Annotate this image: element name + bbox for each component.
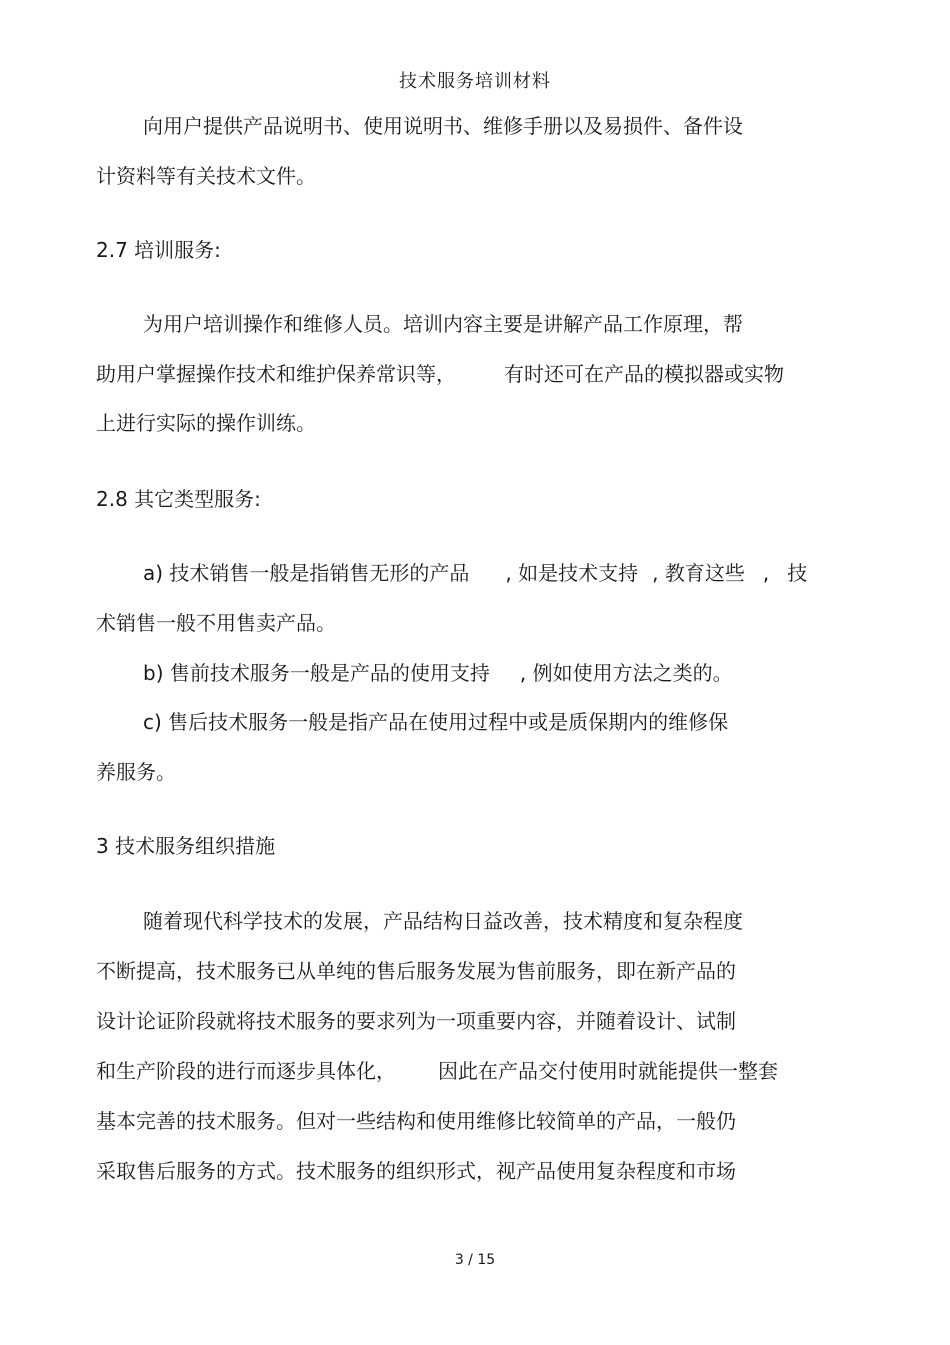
paragraph-line: 基本完善的技术服务。但对一些结构和使用维修比较简单的产品，一般仍 (96, 1109, 736, 1133)
text-segment: 技 (787, 561, 808, 585)
paragraph-line: 不断提高，技术服务已从单纯的售后服务发展为售前服务，即在新产品的 (96, 959, 736, 983)
paragraph-line: 采取售后服务的方式。技术服务的组织形式，视产品使用复杂程度和市场 (96, 1159, 736, 1183)
text-segment: 助用户掌握操作技术和维护保养常识等， (96, 362, 456, 386)
paragraph-line: 计资料等有关技术文件。 (96, 164, 316, 188)
text-segment: , 教育这些 (652, 561, 745, 585)
text-segment: 有时还可在产品的模拟器或实物 (504, 362, 784, 386)
text-segment: , (762, 561, 770, 585)
paragraph-line: 为用户培训操作和维修人员。培训内容主要是讲解产品工作原理，帮 (143, 312, 743, 336)
page-number: 3 / 15 (454, 1252, 496, 1268)
section-heading-3: 3 技术服务组织措施 (96, 834, 276, 858)
paragraph-line (96, 1058, 778, 1084)
paragraph-line: 上进行实际的操作训练。 (96, 411, 316, 435)
text-segment: b) 售前技术服务一般是产品的使用支持 (143, 661, 490, 685)
running-header-title: 技术服务培训材料 (399, 71, 551, 92)
list-item-a-line (143, 560, 807, 586)
list-item-a-line: 术销售一般不用售卖产品。 (96, 611, 336, 635)
section-heading-2-8: 2.8 其它类型服务: (96, 487, 261, 511)
list-item-b-line (143, 660, 733, 686)
section-heading-2-7: 2.7 培训服务: (96, 238, 221, 262)
list-item-c-line: c) 售后技术服务一般是指产品在使用过程中或是质保期内的维修保 (143, 710, 729, 734)
text-segment: , 例如使用方法之类的。 (519, 661, 733, 685)
text-segment: a) 技术销售一般是指销售无形的产品 (143, 561, 470, 585)
list-item-c-line: 养服务。 (96, 760, 176, 784)
text-segment: 因此在产品交付使用时就能提供一整套 (438, 1059, 778, 1083)
paragraph-line: 设计论证阶段就将技术服务的要求列为一项重要内容，并随着设计、试制 (96, 1009, 736, 1033)
paragraph-line: 向用户提供产品说明书、使用说明书、维修手册以及易损件、备件设 (143, 114, 743, 138)
text-segment: , 如是技术支持 (505, 561, 639, 585)
text-segment: 和生产阶段的进行而逐步具体化， (96, 1059, 396, 1083)
paragraph-line: 随着现代科学技术的发展，产品结构日益改善，技术精度和复杂程度 (143, 909, 743, 933)
paragraph-line (96, 361, 784, 387)
